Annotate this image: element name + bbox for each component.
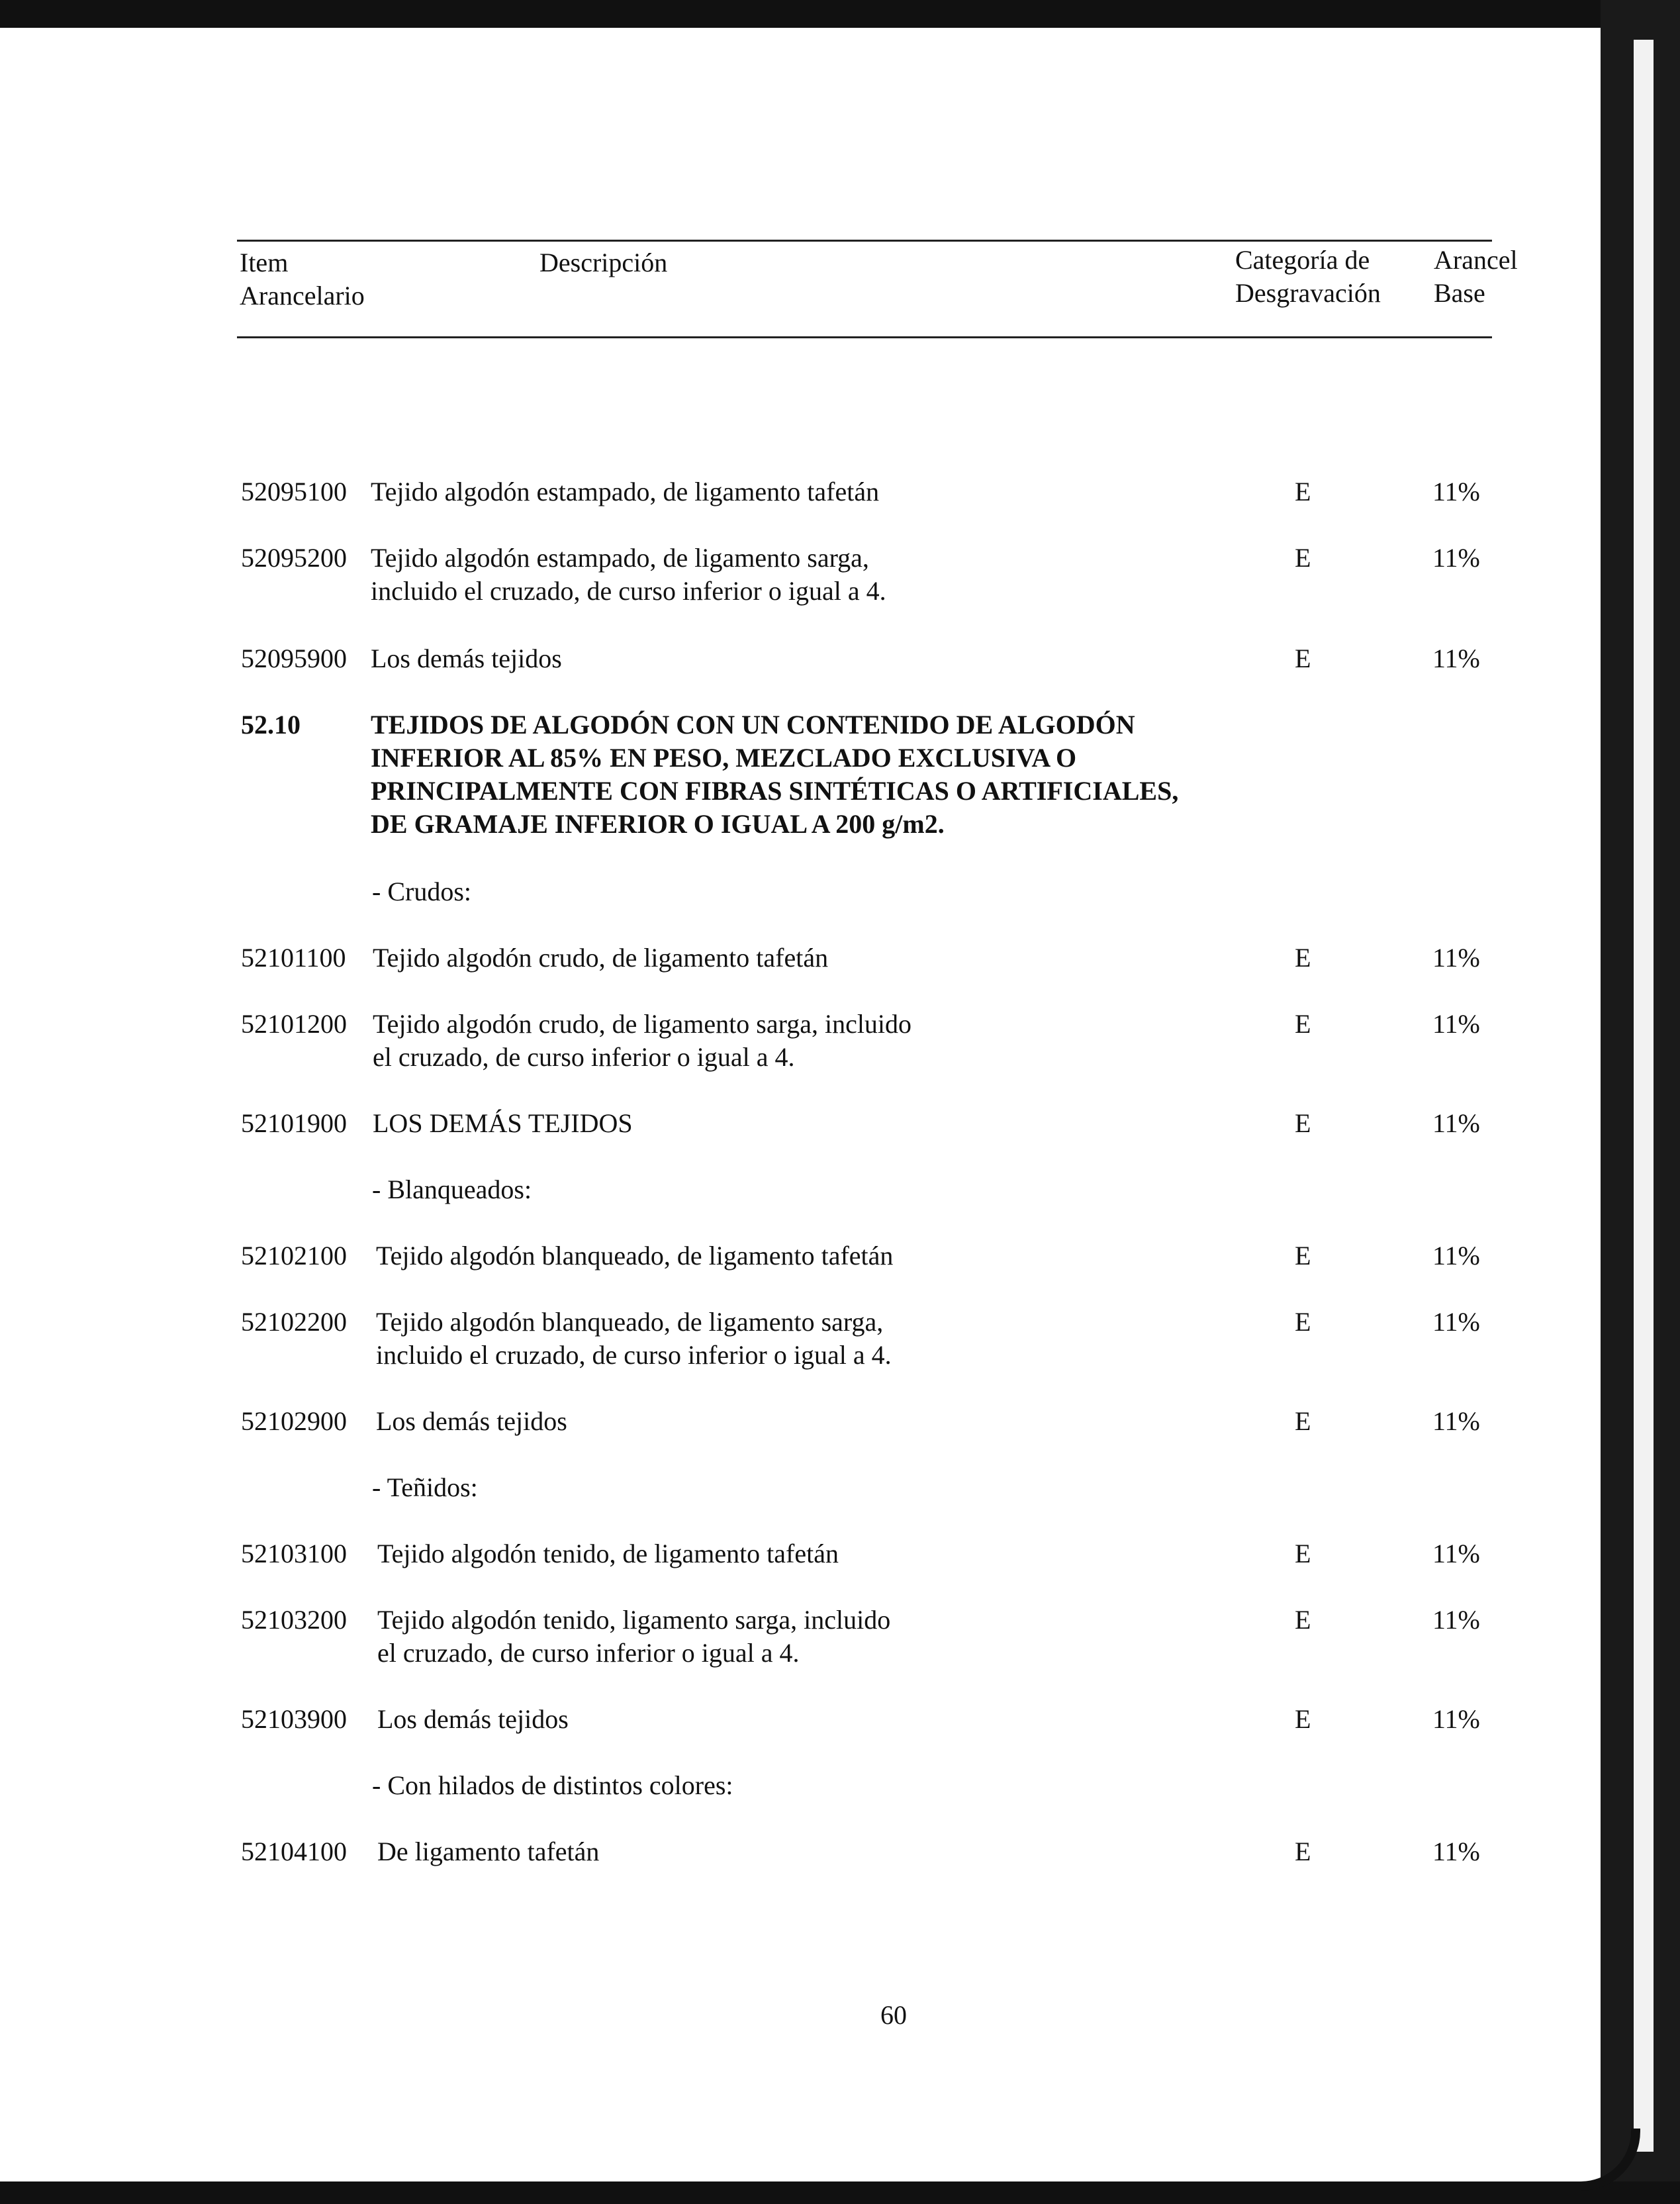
subheading-colores-label: - Con hilados de distintos colores: (372, 1770, 733, 1800)
item-category: E (1295, 943, 1311, 973)
item-rate: 11% (1432, 1837, 1480, 1866)
item-rate: 11% (1432, 543, 1480, 573)
item-description (376, 1239, 1237, 1272)
item-rate: 11% (1432, 1704, 1480, 1734)
item-code: 52103900 (241, 1704, 347, 1734)
col-header-rate-line1: Arancel (1434, 245, 1518, 275)
description-line: Tejido algodón crudo, de ligamento tafetán (373, 943, 829, 973)
heading-line: DE GRAMAJE INFERIOR O IGUAL A 200 g/m2. (371, 809, 945, 839)
col-header-rate (1434, 244, 1518, 310)
item-rate: 11% (1432, 943, 1480, 973)
description-line: Tejido algodón tenido, ligamento sarga, incluido (377, 1605, 891, 1635)
col-header-category-line2: Desgravación (1235, 278, 1381, 308)
item-category: E (1295, 1307, 1311, 1337)
item-description (373, 1008, 1233, 1074)
item-code: 52101900 (241, 1108, 347, 1138)
item-description (377, 1835, 1238, 1868)
description-line: Tejido algodón blanqueado, de ligamento tafetán (376, 1241, 894, 1270)
heading-code: 52.10 (241, 710, 301, 740)
item-rate: 11% (1432, 1539, 1480, 1568)
col-header-item-line1: Item (240, 248, 289, 277)
item-code: 52095200 (241, 543, 347, 573)
item-rate: 11% (1432, 644, 1480, 673)
col-header-description: Descripción (539, 248, 668, 277)
heading-line: PRINCIPALMENTE CON FIBRAS SINTÉTICAS O ARTIFICIALES, (371, 776, 1179, 806)
item-code: 52104100 (241, 1837, 347, 1866)
item-rate: 11% (1432, 1605, 1480, 1635)
item-rate: 11% (1432, 1307, 1480, 1337)
item-category: E (1295, 1009, 1311, 1039)
col-header-category (1235, 244, 1381, 310)
heading-description (371, 708, 1297, 841)
item-code: 52103100 (241, 1539, 347, 1568)
description-line: Tejido algodón estampado, de ligamento tafetán (371, 477, 880, 506)
description-line: Los demás tejidos (377, 1704, 569, 1734)
description-line: Los demás tejidos (371, 644, 562, 673)
item-category: E (1295, 543, 1311, 573)
item-description (371, 542, 1231, 608)
item-description (373, 1107, 1233, 1140)
item-code: 52103200 (241, 1605, 347, 1635)
item-code: 52095100 (241, 477, 347, 506)
col-header-rate-line2: Base (1434, 278, 1485, 308)
scan-top-edge (0, 0, 1680, 28)
description-line: Tejido algodón blanqueado, de ligamento sarga, (376, 1307, 884, 1337)
description-line: el cruzado, de curso inferior o igual a 4. (373, 1042, 795, 1072)
item-rate: 11% (1432, 1241, 1480, 1270)
subheading-blanqueados-label: - Blanqueados: (372, 1174, 532, 1204)
header-top-rule (237, 240, 1492, 242)
heading-line: INFERIOR AL 85% EN PESO, MEZCLADO EXCLUSIVA O (371, 743, 1077, 773)
col-header-category-line1: Categoría de (1235, 245, 1370, 275)
item-description (371, 642, 1231, 675)
item-code: 52101200 (241, 1009, 347, 1039)
subheading-tenidos-label: - Teñidos: (372, 1472, 478, 1502)
heading-line: TEJIDOS DE ALGODÓN CON UN CONTENIDO DE ALGODÓN (371, 710, 1135, 740)
item-code: 52095900 (241, 644, 347, 673)
item-category: E (1295, 1539, 1311, 1568)
item-category: E (1295, 644, 1311, 673)
scan-right-edge-inner (1634, 40, 1654, 2152)
item-code: 52102200 (241, 1307, 347, 1337)
item-rate: 11% (1432, 1406, 1480, 1436)
item-description (376, 1306, 1237, 1372)
item-category: E (1295, 1241, 1311, 1270)
item-description (376, 1405, 1237, 1438)
description-line: Tejido algodón crudo, de ligamento sarga, incluido (373, 1009, 912, 1039)
item-category: E (1295, 1837, 1311, 1866)
item-code: 52102100 (241, 1241, 347, 1270)
header-bottom-rule (237, 336, 1492, 338)
description-line: De ligamento tafetán (377, 1837, 600, 1866)
item-code: 52101100 (241, 943, 346, 973)
item-rate: 11% (1432, 477, 1480, 506)
item-description (377, 1703, 1238, 1736)
item-category: E (1295, 1406, 1311, 1436)
item-code: 52102900 (241, 1406, 347, 1436)
description-line: el cruzado, de curso inferior o igual a 4. (377, 1638, 800, 1668)
page-number: 60 (880, 2000, 907, 2030)
scan-bottom-edge (0, 2181, 1680, 2204)
col-header-item (240, 246, 365, 312)
item-rate: 11% (1432, 1108, 1480, 1138)
item-category: E (1295, 477, 1311, 506)
col-header-item-line2: Arancelario (240, 281, 365, 311)
description-line: Tejido algodón estampado, de ligamento sarga, (371, 543, 869, 573)
description-line: LOS DEMÁS TEJIDOS (373, 1108, 633, 1138)
item-rate: 11% (1432, 1009, 1480, 1039)
item-category: E (1295, 1605, 1311, 1635)
item-category: E (1295, 1704, 1311, 1734)
description-line: incluido el cruzado, de curso inferior o igual a 4. (376, 1340, 892, 1370)
description-line: Tejido algodón tenido, de ligamento tafetán (377, 1539, 839, 1568)
item-description (373, 941, 1233, 975)
description-line: Los demás tejidos (376, 1406, 567, 1436)
item-description (377, 1604, 1238, 1670)
description-line: incluido el cruzado, de curso inferior o igual a 4. (371, 576, 886, 606)
item-description (371, 475, 1231, 508)
item-category: E (1295, 1108, 1311, 1138)
scan-right-edge (1601, 0, 1680, 2204)
subheading-crudos-label: - Crudos: (372, 877, 471, 906)
item-description (377, 1537, 1238, 1570)
